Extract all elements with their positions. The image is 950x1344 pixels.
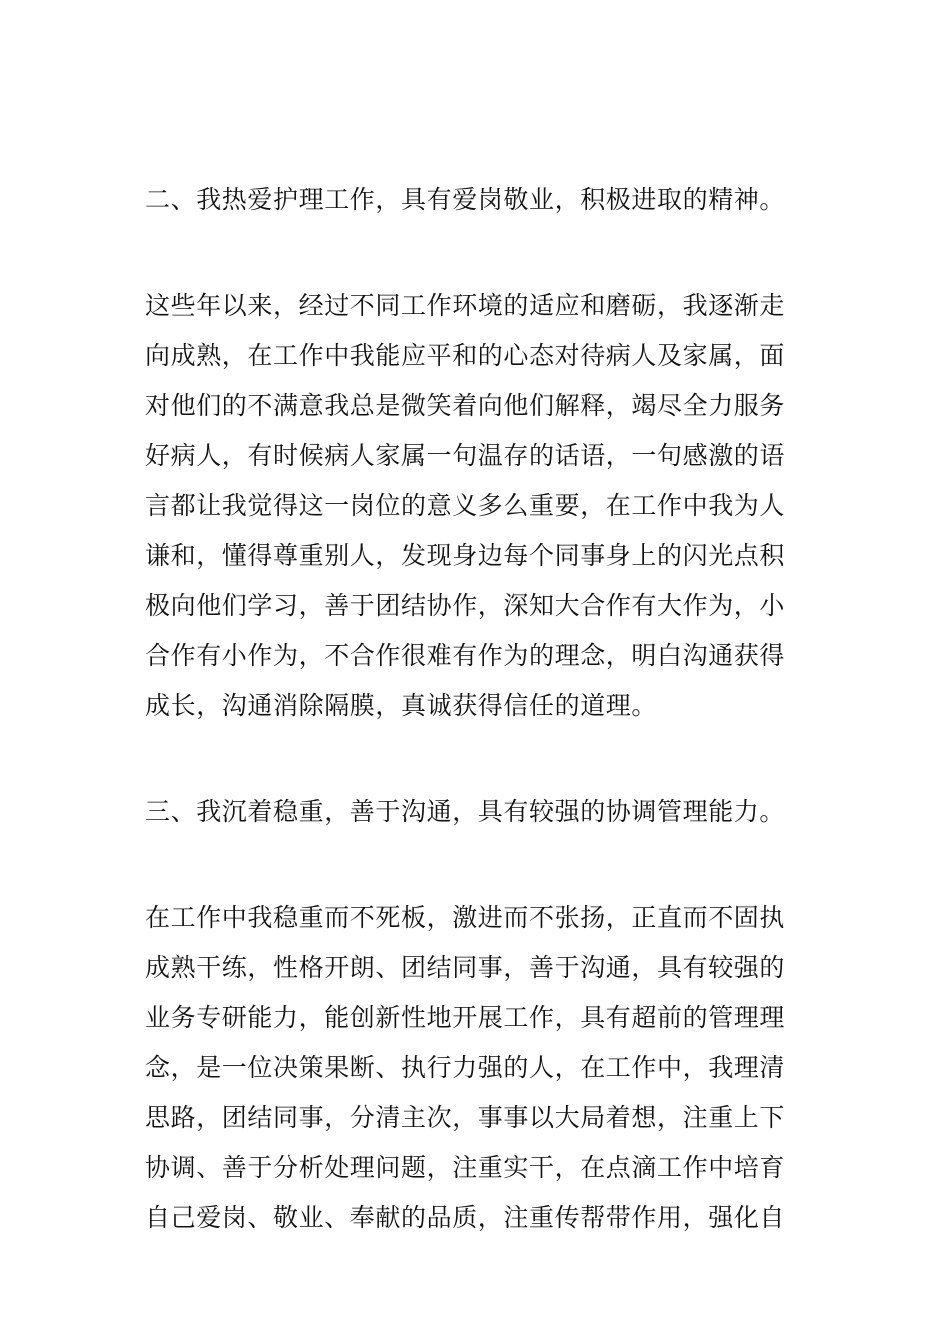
section-heading-3: 三、我沉着稳重，善于沟通，具有较强的协调管理能力。: [145, 797, 786, 826]
paragraph-line: 在工作中我稳重而不死板，激进而不张扬，正直而不固执: [145, 903, 786, 932]
section-heading-2: 二、我热爱护理工作，具有爱岗敬业，积极进取的精神。: [145, 185, 786, 214]
paragraph-line: 自己爱岗、敬业、奉献的品质，注重传帮带作用，强化自: [145, 1203, 786, 1232]
paragraph-gap: [145, 225, 807, 281]
paragraph-gap: [145, 837, 807, 893]
paragraph-line: 好病人，有时候病人家属一句温存的话语，一句感激的语: [145, 441, 786, 470]
paragraph-line: 向成熟，在工作中我能应平和的心态对待病人及家属，面: [145, 341, 786, 370]
paragraph-line: 谦和，懂得尊重别人，发现身边每个同事身上的闪光点积: [145, 541, 786, 570]
document-body: [145, 175, 807, 1243]
paragraph-line: 对他们的不满意我总是微笑着向他们解释，竭尽全力服务: [145, 391, 786, 420]
paragraph-line: 合作有小作为，不合作很难有作为的理念，明白沟通获得: [145, 641, 786, 670]
paragraph-line: 成长，沟通消除隔膜，真诚获得信任的道理。: [145, 691, 658, 720]
paragraph-line: 这些年以来，经过不同工作环境的适应和磨砺，我逐渐走: [145, 291, 786, 320]
paragraph-gap: [145, 731, 807, 787]
paragraph-line: 业务专研能力，能创新性地开展工作，具有超前的管理理: [145, 1003, 786, 1032]
paragraph-line: 思路，团结同事，分清主次，事事以大局着想，注重上下: [145, 1103, 786, 1132]
paragraph-2: [145, 281, 807, 731]
paragraph-line: 言都让我觉得这一岗位的意义多么重要，在工作中我为人: [145, 491, 786, 520]
paragraph-line: 念，是一位决策果断、执行力强的人，在工作中，我理清: [145, 1053, 786, 1082]
paragraph-3: [145, 893, 807, 1243]
paragraph-line: 成熟干练，性格开朗、团结同事，善于沟通，具有较强的: [145, 953, 786, 982]
paragraph-line: 极向他们学习，善于团结协作，深知大合作有大作为，小: [145, 591, 786, 620]
paragraph-line: 协调、善于分析处理问题，注重实干，在点滴工作中培育: [145, 1153, 786, 1182]
